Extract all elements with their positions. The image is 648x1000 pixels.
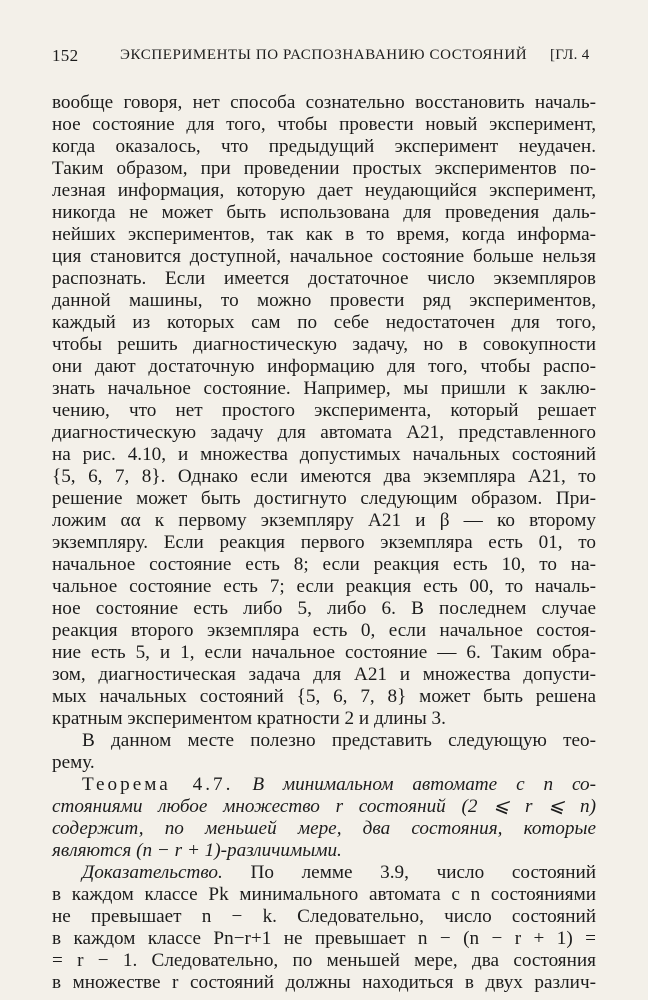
text-line: решение может быть достигнуто следующим образом. При- <box>52 488 596 509</box>
text-line: зом, диагностическая задача для A21 и множества допусти- <box>52 664 596 685</box>
text-line: на рис. 4.10, и множества допустимых начальных состояний <box>52 444 596 465</box>
text-line: никогда не может быть использована для проведения даль- <box>52 202 596 223</box>
text-line: лезная информация, которую дает неудающийся эксперимент, <box>52 180 596 201</box>
text-line: нейших экспериментов, так как в то время, когда информа- <box>52 224 596 245</box>
chapter-number: [ГЛ. 4 <box>550 47 590 63</box>
text-line: начальное состояние есть 8; если реакция есть 10, то на- <box>52 554 596 575</box>
text-line: ное состояние для того, чтобы провести новый эксперимент, <box>52 114 596 135</box>
theorem-line: являются (n − r + 1)-различимыми. <box>52 840 342 861</box>
theorem-text: В минимальном автомате с n со- <box>252 774 596 795</box>
text-line: знать начальное состояние. Например, мы пришли к заклю- <box>52 378 596 399</box>
proof-line: в множестве r состояний должны находиться в двух различ- <box>52 972 596 993</box>
text-line: когда оказалось, что предыдущий эксперимент неудачен. <box>52 136 596 157</box>
proof-text: По лемме 3.9, число состояний <box>250 862 596 883</box>
text-line: Таким образом, при проведении простых экспериментов по- <box>52 158 596 179</box>
text-line: диагностическую задачу для автомата A21, представленного <box>52 422 596 443</box>
text-line: кратным экспериментом кратности 2 и длины 3. <box>52 708 446 729</box>
text-line: В данном месте полезно представить следующую тео- <box>82 730 596 751</box>
text-line: они дают достаточную информацию для того, чтобы распо- <box>52 356 596 377</box>
theorem-label: Теорема 4.7. <box>82 774 234 795</box>
proof-line: в каждом классе Pk минимального автомата с n состояниями <box>52 884 596 905</box>
paragraph-2 <box>52 730 596 774</box>
proof-line: = r − 1. Следовательно, по меньшей мере, два состояния <box>52 950 596 971</box>
text-line: каждый из которых сам по себе недостаточен для того, <box>52 312 596 333</box>
paragraph-1 <box>52 92 596 730</box>
proof <box>52 862 596 994</box>
text-line: данной машины, то можно провести ряд экспериментов, <box>52 290 596 311</box>
text-line: рему. <box>52 752 95 773</box>
proof-line: в каждом классе Pn−r+1 не превышает n − (n − r + 1) = <box>52 928 596 949</box>
text-line: {5, 6, 7, 8}. Однако если имеются два экземпляра A21, то <box>52 466 596 487</box>
proof-label: Доказательство. <box>82 862 223 883</box>
text-line: распознать. Если имеется достаточное число экземпляров <box>52 268 596 289</box>
text-line: чальное состояние есть 7; если реакция есть 00, то началь- <box>52 576 596 597</box>
proof-line: не превышает n − k. Следовательно, число состояний <box>52 906 596 927</box>
proof-first-line <box>52 862 596 884</box>
theorem-line: содержит, по меньшей мере, два состояния, которые <box>52 818 596 839</box>
theorem-line: стояниями любое множество r состояний (2 ⩽ r ⩽ n) <box>52 796 596 817</box>
text-line: ние есть 5, и 1, если начальное состояние — 6. Таким обра- <box>52 642 596 663</box>
text-line: мых начальных состояний {5, 6, 7, 8} может быть решена <box>52 686 596 707</box>
page-number: 152 <box>52 46 79 65</box>
text-line: реакция второго экземпляра есть 0, если начальное состоя- <box>52 620 596 641</box>
text-line: ное состояние есть либо 5, либо 6. В последнем случае <box>52 598 596 619</box>
text-line: вообще говоря, нет способа сознательно восстановить началь- <box>52 92 596 113</box>
text-line: ложим αα к первому экземпляру A21 и β — ко второму <box>52 510 596 531</box>
text-line: чению, что нет простого эксперимента, который решает <box>52 400 596 421</box>
running-header <box>0 46 648 72</box>
text-line: чтобы решить диагностическую задачу, но в совокупности <box>52 334 596 355</box>
page-body <box>52 92 596 994</box>
theorem-first-line <box>52 774 596 796</box>
text-line: экземпляру. Если реакция первого экземпляра есть 01, то <box>52 532 596 553</box>
text-line: ция становится доступной, начальное состояние больше нельзя <box>52 246 596 267</box>
theorem-4-7 <box>52 774 596 862</box>
chapter-title: ЭКСПЕРИМЕНТЫ ПО РАСПОЗНАВАНИЮ СОСТОЯНИЙ <box>120 47 528 63</box>
